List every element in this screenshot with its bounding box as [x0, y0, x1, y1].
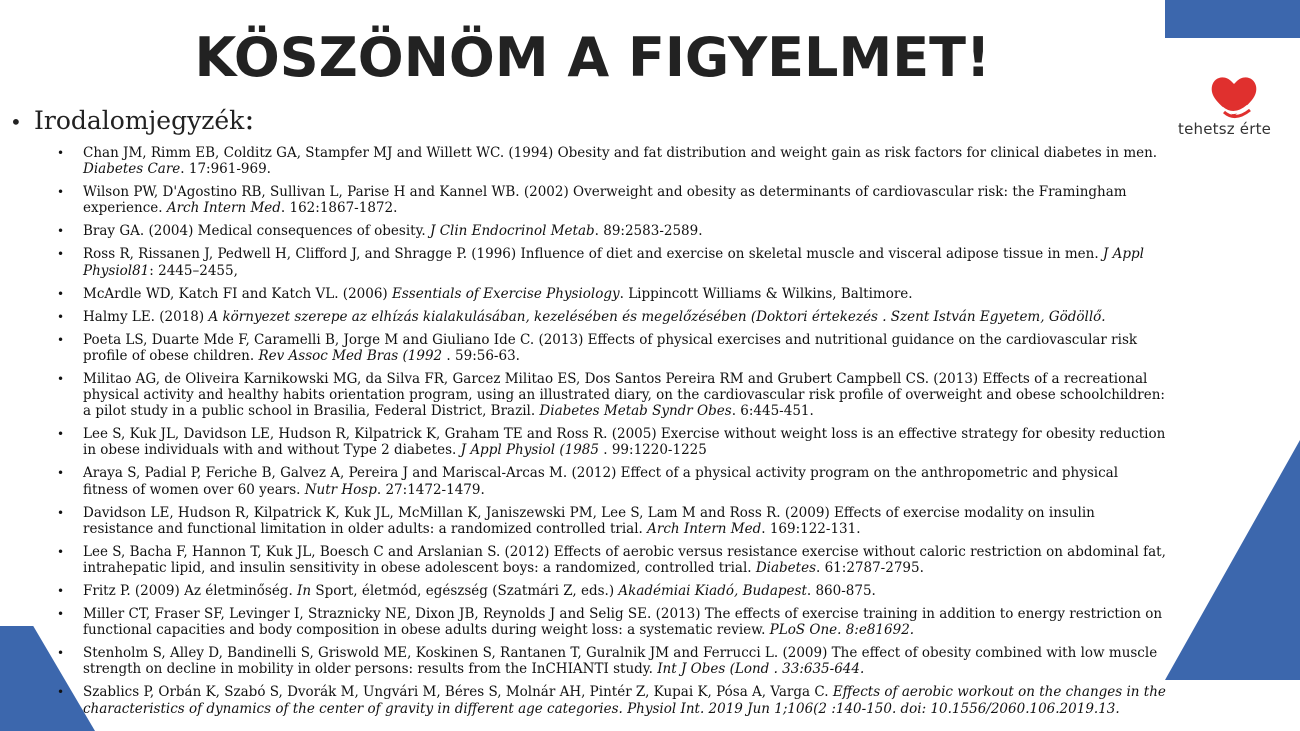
reference-item [55, 184, 1167, 216]
reference-em: Arch Intern Med [166, 200, 281, 217]
reference-em: J Appl Physiol (1985 [460, 442, 599, 459]
reference-em: J Clin Endocrinol Metab [429, 223, 595, 240]
corner-decoration-top-right [1165, 0, 1300, 38]
reference-em: Arch Intern Med [647, 520, 762, 537]
reference-em: Diabetes Metab Syndr Obes [539, 403, 732, 420]
reference-post: . 99:1220-1225 [598, 442, 707, 459]
reference-pre: Wilson PW, D'Agostino RB, Sullivan L, Parise H and Kannel WB. (2002) Overweight and obesity as determinants of cardiovascular risk: the Framingham experience. [83, 184, 1127, 217]
heart-logo-icon [1208, 72, 1260, 120]
reference-post: . 17:961-969. [180, 161, 271, 178]
reference-em: Diabetes [755, 560, 817, 577]
reference-em: Essentials of Exercise Physiology [391, 285, 620, 302]
reference-em: Diabetes Care [83, 161, 181, 178]
reference-pre: Militao AG, de Oliveira Karnikowski MG, da Silva FR, Garcez Militao ES, Dos Santos Pereira RM and Grubert Campbell CS. (2013) Effects of a recreational physical activity and healthy habits orientation program, using an illustrated diary, on the cardiovascular risk profile of overweight and obese schoolchildren: a pilot study in a public school in Brasilia, Federal District, Brazil. [83, 370, 1165, 420]
reference-post2: . 860-875. [806, 583, 876, 600]
reference-pre: Poeta LS, Duarte Mde F, Caramelli B, Jorge M and Giuliano Ide C. (2013) Effects of physical exercises and nutritional guidance on the cardiovascular risk profile of obese children. [83, 331, 1138, 364]
reference-item [55, 246, 1167, 278]
reference-em: Rev Assoc Med Bras (1992 [258, 347, 443, 364]
corner-decoration-right [1165, 440, 1300, 680]
reference-pre: Stenholm S, Alley D, Bandinelli S, Griswold ME, Koskinen S, Rantanen T, Guralnik JM and Ferrucci L. (2009) The effect of obesity combined with low muscle strength on decline in mobility in older persons: results from the InCHIANTI study. [83, 645, 1158, 678]
reference-item [55, 606, 1167, 638]
reference-post: . 89:2583-2589. [594, 223, 703, 240]
reference-pre: Lee S, Kuk JL, Davidson LE, Hudson R, Kilpatrick K, Graham TE and Ross R. (2005) Exercise without weight loss is an effective strategy for obesity reduction in obese individuals with and without Type 2 diabetes. [83, 426, 1166, 459]
reference-pre: Ross R, Rissanen J, Pedwell H, Clifford J, and Shragge P. (1996) Influence of diet and exercise on skeletal muscle and visceral adipose tissue in men. [83, 246, 1103, 263]
reference-post: Sport, életmód, egészség (Szatmári Z, eds.) [311, 583, 619, 600]
reference-em: Nutr Hosp [304, 481, 377, 498]
reference-post: . Lippincott Williams & Wilkins, Baltimore. [619, 285, 913, 302]
reference-item [55, 309, 1167, 325]
reference-post: . 61:2787-2795. [816, 560, 924, 577]
reference-item [55, 505, 1167, 537]
reference-post: . 162:1867-1872. [280, 200, 398, 217]
slide-title: KÖSZÖNÖM A FIGYELMET! [194, 26, 991, 89]
reference-item [55, 371, 1167, 420]
reference-item [55, 645, 1167, 677]
reference-pre: Fritz P. (2009) Az életminőség. [83, 583, 298, 600]
reference-pre: Miller CT, Fraser SF, Levinger I, Straznicky NE, Dixon JB, Reynolds J and Selig SE. (2013) The effects of exercise training in addition to energy restriction on functional capacities and body composition in obese adults during weight loss: a systematic review. [83, 606, 1163, 639]
reference-item [55, 465, 1167, 497]
reference-post: . 27:1472-1479. [376, 481, 485, 498]
reference-post: . 169:122-131. [761, 520, 861, 537]
reference-post: . 59:56-63. [442, 347, 520, 364]
reference-em: PLoS One. 8:e81692. [769, 622, 915, 639]
heading-bullet: • [10, 110, 22, 134]
logo-text: tehetsz érte [1178, 120, 1272, 138]
reference-pre: Araya S, Padial P, Feriche B, Galvez A, Pereira J and Mariscal-Arcas M. (2012) Effect of a physical activity program on the anthropometric and physical fitness of women over 60 years. [83, 465, 1119, 498]
reference-pre: Davidson LE, Hudson R, Kilpatrick K, Kuk JL, McMillan K, Janiszewski PM, Lee S, Lam M and Ross R. (2009) Effects of exercise modality on insulin resistance and functional limitation in older adults: a randomized controlled trial. [83, 504, 1095, 537]
reference-item [55, 145, 1167, 177]
reference-em: Int J Obes (Lond . 33:635-644. [657, 661, 865, 678]
reference-em: Effects of aerobic workout on the changes in the characteristics of dynamics of the center of gravity in different age categories. Physiol Int. 2019 Jun 1;106(2 :140-150. doi: 10.1556/2060.106.2019.13. [83, 684, 1166, 717]
reference-pre: Chan JM, Rimm EB, Colditz GA, Stampfer MJ and Willett WC. (1994) Obesity and fat distribution and weight gain as risk factors for clinical diabetes in men. [83, 145, 1158, 161]
reference-post: . 6:445-451. [731, 403, 814, 420]
reference-em2: Akadémiai Kiadó, Budapest [618, 583, 807, 600]
reference-em: In [297, 583, 312, 600]
bibliography-heading [10, 102, 254, 137]
reference-post: : 2445–2455, [149, 262, 238, 279]
logo [1172, 72, 1294, 142]
reference-pre: Halmy LE. (2018) [83, 308, 209, 325]
reference-item [55, 286, 1167, 302]
reference-item [55, 223, 1167, 239]
reference-pre: Lee S, Bacha F, Hannon T, Kuk JL, Boesch C and Arslanian S. (2012) Effects of aerobic versus resistance exercise without caloric restriction on abdominal fat, intrahepatic lipid, and insulin sensitivity in obese adolescent boys: a randomized, controlled trial. [83, 543, 1166, 577]
reference-em: A környezet szerepe az elhízás kialakulásában, kezelésében és megelőzésében (Doktori értekezés . Szent István Egyetem, Gödöllő. [208, 308, 1106, 325]
reference-em: J Appl Physiol81 [83, 246, 1144, 279]
reference-pre: Szablics P, Orbán K, Szabó S, Dvorák M, Ungvári M, Béres S, Molnár AH, Pintér Z, Kupai K, Pósa A, Varga C. [83, 684, 833, 701]
reference-list [55, 145, 1167, 724]
reference-item [55, 544, 1167, 576]
reference-item [55, 583, 1167, 599]
reference-item [55, 332, 1167, 364]
heading-text: Irodalomjegyzék [34, 106, 245, 135]
reference-item [55, 426, 1167, 458]
reference-pre: McArdle WD, Katch FI and Katch VL. (2006) [83, 285, 392, 302]
reference-pre: Bray GA. (2004) Medical consequences of obesity. [83, 223, 430, 240]
heading-colon: : [244, 102, 255, 137]
reference-item [55, 684, 1167, 716]
